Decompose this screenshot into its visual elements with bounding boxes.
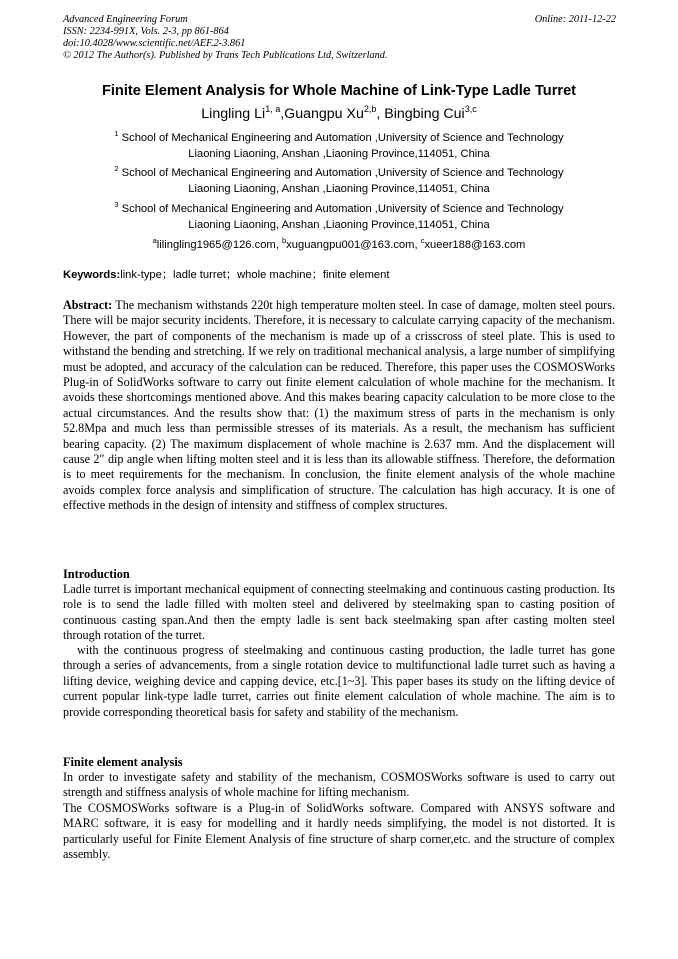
- abstract-text: The mechanism withstands 220t high temperature molten steel. In case of damage, molten steel pours. There will be major security incidents. Therefore, it is necessary to calculate carrying capacity of the mechanism. However, the part of components of the mechanism is made up of a crisscross of steel plate. This is used to withstand the bending and stretching. If we rely on traditional mechanical analysis, a large number of simplifying must be adopted, and accuracy of the calculation can be reduced. Therefore, this paper uses the COSMOSWorks Plug-in of SolidWorks software to carry out finite element calculation of whole machine for the mechanism. It avoids these shortcomings mentioned above. And this makes bearing capacity calculation to be more close to the actual circumstances. And the results show that: (1) the maximum stress of parts in the mechanism is only 52.8Mpa and much less than permissible stresses of its materials. As a result, the mechanism has sufficient bearing capacity. (2) The maximum displacement of whole machine is 2.637 mm. And the displacement will cause 2″ dip angle when lifting molten steel and it is less than its allowable stiffness. Therefore, the deformation is to meet requirements for the mechanism. In conclusion, the finite element analysis of the whole machine avoids complex force analysis and simplification of structure. The calculation has high accuracy. It is one of effective methods in the design of intensity and stiffness of complex structures.: [63, 298, 615, 513]
- issn-line: ISSN: 2234-991X, Vols. 2-3, pp 861-864: [63, 26, 229, 37]
- keywords-label: Keywords:: [63, 269, 121, 281]
- copyright-line: © 2012 The Author(s). Published by Trans Tech Publications Ltd, Switzerland.: [63, 50, 388, 61]
- intro-paragraph: Ladle turret is important mechanical equipment of connecting steelmaking and continuous casting production. Its role is to send the ladle filled with molten steel and delivered by steelmaking span to casting position of continuous casting span.And then the empty ladle is sent back steelmaking span after casting molten steel through rotation of the turret.: [63, 582, 615, 643]
- affiliation-line: School of Mechanical Engineering and Automation ,University of Science and Technology: [121, 132, 564, 144]
- online-date: Online: 2011-12-22: [534, 14, 616, 25]
- author-name: Guangpu Xu: [284, 106, 364, 122]
- affiliation-line: School of Mechanical Engineering and Automation ,University of Science and Technology: [121, 167, 564, 179]
- affiliation: [40, 165, 638, 197]
- affiliation: [40, 201, 638, 233]
- email-address[interactable]: lilingling1965@126.com: [156, 239, 276, 251]
- author-superscript: 3,c: [464, 104, 477, 114]
- affiliation-line: Liaoning Liaoning, Anshan ,Liaoning Province,114051, China: [188, 183, 490, 195]
- affiliation: [40, 130, 638, 162]
- email-superscript: b: [281, 236, 287, 245]
- abstract-label: Abstract:: [63, 298, 113, 312]
- intro-paragraph: with the continuous progress of steelmaking and continuous casting production, the ladle turret has gone through a series of advancements, from a single rotation device to multifunctional ladle turret such as having a lifting device, weighing device and capping device, etc.[1~3]. This paper bases its study on the lifting device of current popular link-type ladle turret, carries out finite element calculation of whole machine. The aim is to provide corresponding theoretical basis for safety and stability of the mechanism.: [63, 643, 615, 719]
- author-emails: $^a$lilingling1965@126.com, $^b$xuguangpu001@163.com, $^c$xueer188@163.com: [152, 236, 526, 251]
- fea-paragraph: The COSMOSWorks software is a Plug-in of SolidWorks software. Compared with ANSYS software and MARC software, it is easy for modelling and it hardly needs simplifying, the model is not distorted. It is particularly useful for Finite Element Analysis of fine structure of sharp corner,etc. and the structure of complex assembly.: [63, 801, 615, 862]
- affiliation-number: 1: [114, 129, 119, 138]
- author-list: Lingling Li$^{1, a}$,Guangpu Xu$^{2,b}$, Bingbing Cui$^{3,c}$: [201, 104, 477, 122]
- journal-name: Advanced Engineering Forum: [63, 14, 188, 25]
- author-name: Bingbing Cui: [384, 106, 465, 122]
- author-superscript: 2,b: [363, 104, 377, 114]
- keywords-text: link-type；ladle turret；whole machine；finite element: [120, 269, 390, 281]
- affiliation-number: 2: [114, 164, 119, 173]
- email-superscript: c: [420, 236, 425, 245]
- email-address[interactable]: xuguangpu001@163.com: [286, 239, 415, 251]
- keywords: [63, 267, 623, 283]
- section-heading-fea: Finite element analysis: [63, 755, 183, 769]
- fea-paragraph: In order to investigate safety and stability of the mechanism, COSMOSWorks software is used to carry out strength and stiffness analysis of whole machine for lifting mechanism.: [63, 770, 615, 800]
- email-superscript: a: [152, 236, 157, 245]
- doi-line: doi:10.4028/www.scientific.net/AEF.2-3.861: [63, 38, 246, 49]
- affiliation-number: 3: [114, 200, 119, 209]
- affiliation-line: Liaoning Liaoning, Anshan ,Liaoning Province,114051, China: [188, 148, 490, 160]
- email-address[interactable]: xueer188@163.com: [424, 239, 526, 251]
- author-name: Lingling Li: [201, 106, 266, 122]
- abstract: [63, 298, 615, 514]
- paper-title: Finite Element Analysis for Whole Machine of Link-Type Ladle Turret: [101, 83, 577, 99]
- author-superscript: 1, a: [265, 104, 281, 114]
- journal-header: [63, 14, 616, 62]
- affiliation-line: Liaoning Liaoning, Anshan ,Liaoning Province,114051, China: [188, 219, 490, 231]
- affiliation-line: School of Mechanical Engineering and Automation ,University of Science and Technology: [121, 203, 564, 215]
- section-heading-introduction: Introduction: [63, 567, 130, 581]
